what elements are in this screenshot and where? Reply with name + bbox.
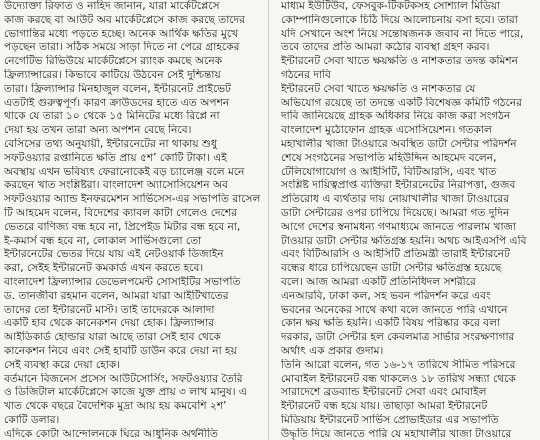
text-line: তাদের তো ইন্টারনেট মাস্ট। তাই তাদেরকে আলাদা [4, 303, 215, 316]
text-line: ভেতরে বাণিজ্য বন্ধ হবে না, প্রিপেইড মিটার বন্ধ হবে না, [4, 220, 241, 233]
text-line: বেসিসের তথ্য অনুযায়ী, ইন্টারনেটের না থাকায় শুধু [4, 137, 217, 150]
text-line: মোবাইল ইন্টারনেট বন্ধ থাকলেও ১৮ তারিখ সন্ধ্যা থেকে [281, 372, 516, 385]
text-line: করছেন খাত সংশ্লিষ্টরা। বাংলাদেশ অ্যাসোসিয়েশন অব [4, 179, 229, 192]
text-line: সংশ্লিষ্ট দায়িত্বপ্রাপ্ত ব্যক্তিরা ইন্টারনেটের নিরাপত্তা, গুজব [281, 179, 516, 192]
text-line: বাংলাদেশ ফ্রিল্যান্সার ডেভেলপমেন্ট সোসাইটির সভাপতি [4, 275, 241, 288]
text-line: কোন ক্ষয় ক্ষতি হয়নি। একটি বিষয় পরিষ্কার করে বলা [281, 317, 501, 330]
text-line: কাজ করছে বা আউট অব মার্কেটপ্লেসে কাজ করছে তাদের [4, 13, 245, 26]
text-line: এনআরবি, ঢাকা কল, সহ ভবন পরিদর্শন করে এবং [281, 289, 491, 302]
text-line: সফটওয়্যার অ্যান্ড ইনফরমেশন সার্ভিসেস-এর সভাপতি রাসেল [4, 193, 261, 206]
text-line: যদি সেখানে অংশ নিয়ে সন্তোষজনক জবাব না দিতে পারে, [281, 27, 524, 40]
text-line: ইন্টারনেট সেবা খাতে ক্ষয়ক্ষতি ও নাশকতার তদন্ত কমিশন [281, 55, 519, 68]
text-line: বাংলাদেশ মুঠোফোন গ্রাহক এসোসিয়েশন। গতকাল [281, 124, 492, 137]
text-line: মহাখালীর খাজা টাওয়ারে অবস্থিত ডাটা সেন্টার পরিদর্শন [281, 137, 517, 150]
text-line: থাকে যে তারা ১০ থেকে ১৫ মিনিটের মধ্যে রিপ্লে না [4, 110, 220, 123]
text-line: বলে। আজ আমরা একটি প্রতিনিধিদল সশরীরে [281, 275, 476, 288]
text-line: শেষে সংগঠনের সভাপতি মহিউদ্দিন আহমেদ বলেন, [281, 151, 497, 164]
text-line: আগে দেশের স্বনামধন্য গণমাধ্যমে জানতে পারলাম খাজা [281, 220, 517, 233]
article-column-left [4, 0, 263, 440]
text-line: তারা। ফ্রিল্যান্সার মিনহাজুল বলেন, ইন্টারনেট প্রাইভেট [4, 82, 231, 95]
text-line: কানেকশন নিবে এবং সেই হাবটি ডাউন করে দেয়া না হয় [4, 344, 237, 357]
text-line: কোম্পানিগুলোকে চিঠি দিয়ে আলোচনায় বসা হবে। তারা [281, 13, 518, 26]
text-line: ইন্টারনেট বন্ধ হয়ে যায়। তাছাড়া আমরা ইন্টারনেট [281, 400, 488, 413]
text-line: দেয়া হয় তখন তারা অন্য অপশন বেছে নিবে। [4, 124, 192, 137]
article-column-right [281, 0, 540, 440]
text-line: সেই ব্যবস্থা করে দেয়া হোক। [4, 358, 121, 371]
text-line: করা, সেইহ ইন্টারনেট কমকার্ড এখন করতে হবে। [4, 262, 204, 275]
text-line: ভোগান্তির মধ্যে পড়তে হচ্ছে। অনেক আর্থিক ক্ষতির মুখে [4, 27, 239, 40]
text-line: সারাদেশে ব্রডব্যান্ড ইন্টারনেট সেবা এবং মোবাইল [281, 386, 487, 399]
text-line: কোটি ডলার। [4, 413, 60, 426]
text-line: মিডিয়ায় ইন্টারনেট সার্ভিস প্রোভাইডার এর সভাপতি [281, 413, 499, 426]
text-line: দাবি জানিয়েছে গ্রাহক অধিকার নিয়ে কাজ করা সংগঠন [281, 110, 511, 123]
text-line: ফ্রিল্যান্সারের। কিভাবে কাটিয়ে উঠবেন সেই দুশ্চিন্তায় [4, 68, 221, 81]
text-line: ও ডিজিটাল মার্কেটপ্লেসে কাজে যুক্ত প্রায় ৩ লাখ মানুষ। এ [4, 386, 247, 399]
text-line: পড়ছেন তারা। সঠিক সময়ে সাড়া দিতে না পেরে গ্রাহকের [4, 41, 240, 54]
text-line: ড. তানজীবা রহমান বলেন, আমরা যারা আইটিখাতের [4, 289, 229, 302]
text-line: খাত থেকে বছরে বৈদেশিক মুদ্রা আয় হয় কমবেশি ২শ’ [4, 400, 227, 413]
text-line: ডাটা সেন্টারের ওপর চাপিয়ে দিয়েছে। আমরা গত দুদিন [281, 206, 510, 219]
text-line: অভিযোগ রয়েছে তা তদন্তে একটি বিশেষজ্ঞ কমিটি গঠনের [281, 96, 522, 109]
text-line: অবস্থায় এখন ভবিষ্যৎ ফেরানোকেই বড় চ্যালেঞ্জ বলে মনে [4, 165, 245, 178]
text-line: উদ্ধৃতি দিয়ে জানতে পারি যে মহাখালীর খাজা টাওয়ারে [281, 427, 512, 440]
text-line: এবং বিটিআরসি ও আইসিটি প্রতিমন্ত্রী তারাই ইন্টারনেট [281, 248, 510, 261]
text-line: মাধ্যম ইউটিউব, ফেসবুক-টিকটকসহ সোশ্যাল মিডিয়া [281, 0, 501, 12]
text-line: তিনি আরো বলেন, গত ১৬-১৭ তারিখে সীমিত পরিসরে [281, 358, 516, 371]
text-line: টেলিযোগাযোগ ও আইসিটি, বিটিআরসি, এবং খাত [281, 165, 497, 178]
text-line: গঠনের দাবি [281, 68, 331, 81]
text-line: ইন্টারনেটের ভেতর দিয়ে যায় এই নেটওয়ার্ক ডিজাইন [4, 248, 224, 261]
column-divider [268, 0, 269, 440]
text-line: ইন্টারনেট সেবা খাতে ক্ষয়ক্ষতি ও নাশকতার যে [281, 82, 476, 95]
text-line: দরকার, ডাটা সেন্টার হল কেবলমাত্র সার্ভার সংরক্ষণাগার [281, 331, 515, 344]
text-line: প্রতিরোধ এ ব্যর্থতার দায় নোয়াখালীর খাজা টাওয়ারের [281, 193, 510, 206]
text-line: এদিকে কোটা আন্দোলনকে ঘিরে আধুনিক অর্থনীতি [4, 427, 218, 440]
text-line: বন্ধের ধারে চাপিয়েছেন ডাটা সেন্টার ক্ষতিগ্রস্ত হয়েছে [281, 262, 502, 275]
text-line: বর্তমানে বিজনেস প্রসেস আউটসোর্সিং, সফটওয়্যার তৈরি [4, 372, 243, 385]
text-line: অর্থাৎ এক প্রকার গুদাম। [281, 344, 384, 357]
text-line: টাওয়ার ডাটা সেন্টার ক্ষতিগ্রস্ত হয়নি। অথচ আইএসপি এবি [281, 234, 527, 247]
text-line: এতটাই গুরুত্বপূর্ণ। কারণ ক্রাউডদের হাতে এত অপশন [4, 96, 230, 109]
text-line: টি আহমেদ বলেন, বিদেশের ক্যাবল কাটা গেলেও দেশের [4, 206, 237, 219]
text-line: নেগেটিভ রিভিউয়ে মার্কেটপ্লেসে র‍্যাংক কমছে অনেক [4, 55, 223, 68]
text-line: তবে তাদের প্রতি আমরা কঠোর ব্যবস্থা গ্রহণ করব। [281, 41, 490, 54]
text-line: একটি হাব থেকে কানেকশন দেয়া হোক। ফ্রিল্যান্সার [4, 317, 215, 330]
text-line: আইডিকার্ড হোল্ডার যারা আছে তারা সেই হাব থেকে [4, 331, 221, 344]
text-line: ভবনের অনেকের সাথে কথা বলে জানতে পারি এখানে [281, 303, 508, 316]
text-line: সফটওয়্যার রপ্তানিতে ক্ষতি প্রায় ৫শ’ কোটি টাকা। এই [4, 151, 227, 164]
text-line: উদ্যোক্তা রিফাত ও নাহিদ জানান, যারা মার্কেটপ্লেসে [4, 0, 220, 12]
text-line: ই-কমার্স বন্ধ হবে না, লোকাল সার্ভিসগুলো তো [4, 234, 202, 247]
